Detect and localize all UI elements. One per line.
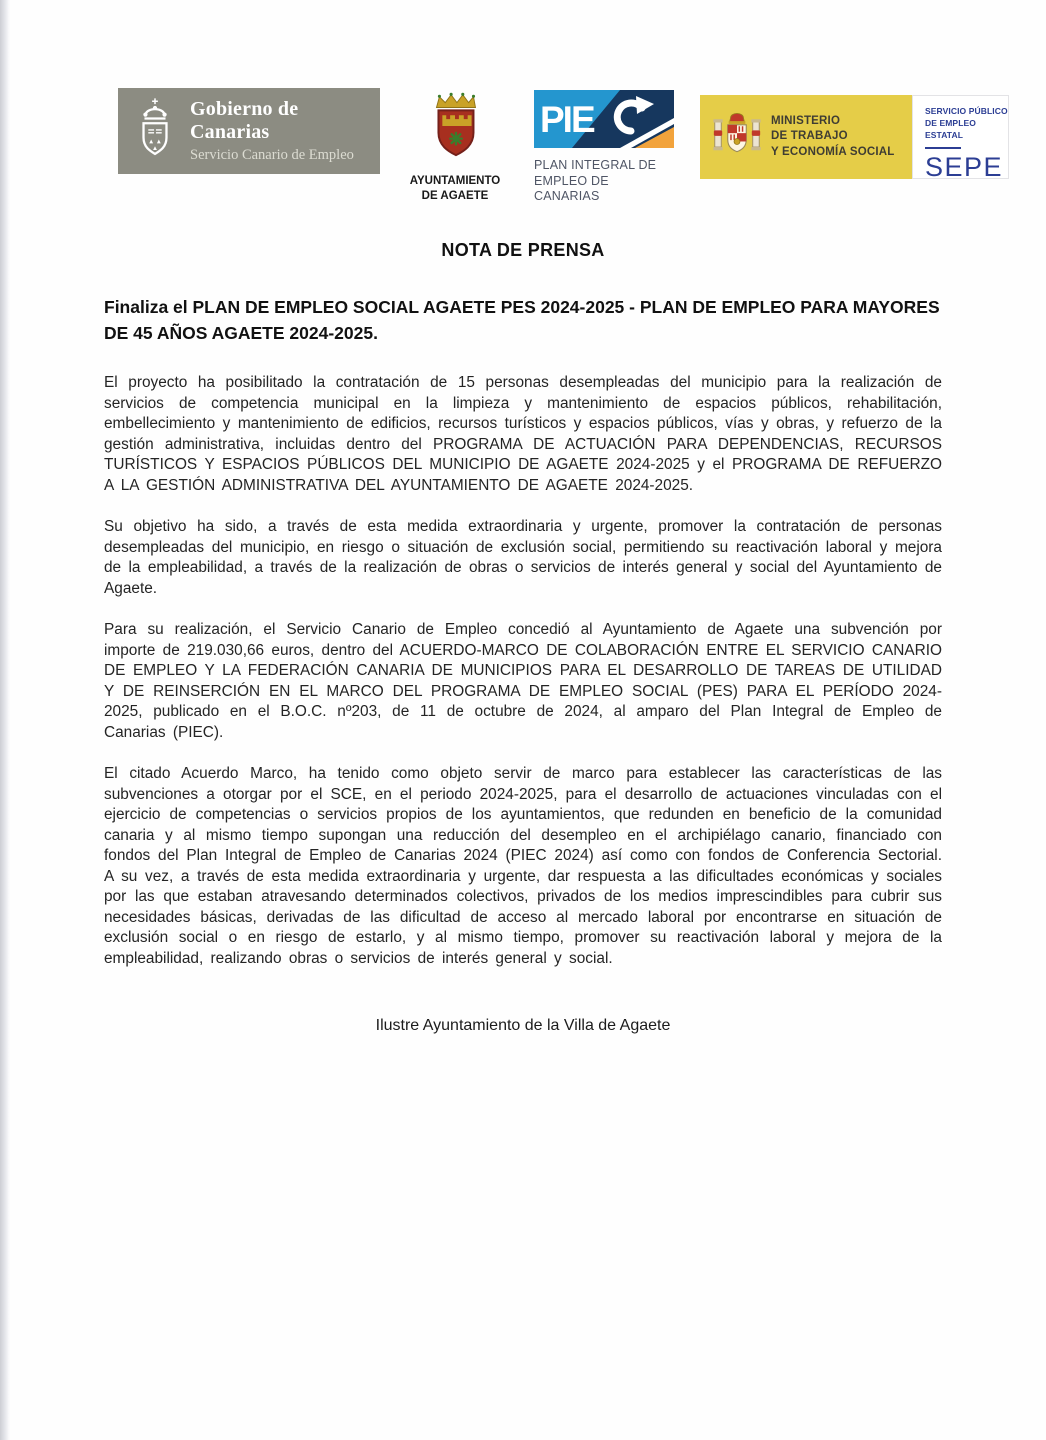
ministerio-name-line-1: MINISTERIO — [771, 114, 841, 127]
piec-caption-line-2: EMPLEO DE CANARIAS — [534, 173, 609, 204]
scanned-page-edge-shadow — [0, 0, 11, 1440]
piec-logo — [534, 90, 676, 205]
signature-line: Ilustre Ayuntamiento de la Villa de Agaete — [375, 1017, 671, 1034]
paragraph-1: El proyecto ha posibilitado la contratación de 15 personas desempleadas del municipio para la realización de servicios de competencia municipal en la limpieza y mantenimiento de espacios públicos, rehabilitación, embellecimiento y mantenimiento de edificios, recursos turísticos y espacios públicos, vías y obras, y refuerzo de la gestión administrativa, incluidas dentro del PROGRAMA DE ACTUACIÓN PARA DEPENDENCIAS, RECURSOS TURÍSTICOS Y ESPACIOS PÚBLICOS DEL MUNICIPIO DE AGAETE 2024-2025 y el PROGRAMA DE REFUERZO A LA GESTIÓN ADMINISTRATIVA DEL AYUNTAMIENTO DE AGAETE 2024-2025. — [104, 374, 942, 494]
spain-coat-of-arms-icon — [712, 104, 762, 171]
agaete-caption-line-1: AYUNTAMIENTO — [409, 175, 501, 187]
sepe-service-line-2: DE EMPLEO ESTATAL — [925, 117, 976, 140]
agaete-shield-icon — [423, 88, 487, 167]
gobierno-canarias-text — [190, 98, 380, 164]
paragraph-2: Su objetivo ha sido, a través de esta medida extraordinaria y urgente, promover la contratación de personas desempleadas del municipio, en riesgo o situación de exclusión social, permitiendo su reactivación laboral y mejora de la empleabilidad, a través de la realización de obras o servicios de interés general y social del Ayuntamiento de Agaete. — [104, 518, 942, 597]
ministerio-name — [771, 114, 895, 161]
sepe-divider — [925, 147, 961, 150]
piec-caption-line-1: PLAN INTEGRAL DE — [534, 158, 657, 172]
paragraph-3: Para su realización, el Servicio Canario de Empleo concedió al Ayuntamiento de Agaete una subvención por importe de 219.030,66 euros, dentro del ACUERDO-MARCO DE COLABORACIÓN ENTRE EL SERVICIO CANARIO DE EMPLEO Y LA FEDERACIÓN CANARIA DE MUNICIPIOS PARA EL DESARROLLO DE TAREAS DE UTILIDAD Y DE REINSERCIÓN EN EL MARCO DEL PROGRAMA DE EMPLEO SOCIAL (PES) PARA EL PERÍODO 2024-2025, publicado en el B.O.C. nº203, de 11 de octubre de 2024, al amparo del Plan Integral de Empleo de Canarias (PIEC). — [104, 621, 942, 741]
piec-logo-icon — [534, 99, 674, 152]
piec-acronym: PIE — [540, 99, 594, 140]
paragraph-4: El citado Acuerdo Marco, ha tenido como objeto servir de marco para establecer las características de las subvenciones a otorgar por el SCE, en el periodo 2024-2025, para el desarrollo de actuaciones vinculadas con el ejercicio de competencias o servicios propios de los ayuntamientos, que redunden en beneficio de la comunidad canaria y al mismo tiempo supongan una reducción del desempleo en el archipiélago canario, financiado con fondos del Plan Integral de Empleo de Canarias 2024 (PIEC 2024) así como con fondos de Conferencia Sectorial. A su vez, a través de esta medida extraordinaria y urgente, dar respuesta a las dificultades económicas y sociales por las que estaban atravesando determinados colectivos, privados de los medios imprescindibles para cubrir sus necesidades básicas, derivadas de las dificultad de acceso al mercado laboral por encontrarse en situación de exclusión social o en riesgo de estarlo, y al mismo tiempo, promover su reactivación laboral y mejora de la empleabilidad, realizando obras o servicios de interés general y social. — [104, 765, 942, 967]
press-release-body — [104, 240, 942, 1035]
press-release-headline: Finaliza el PLAN DE EMPLEO SOCIAL AGAETE PES 2024-2025 - PLAN DE EMPLEO PARA MAYORES DE 45 AÑOS AGAETE 2024-2025. — [104, 297, 940, 343]
ministerio-name-line-3: Y ECONOMÍA SOCIAL — [771, 145, 895, 158]
servicio-canario-empleo-subtitle: Servicio Canario de Empleo — [190, 147, 354, 163]
canarias-coat-of-arms-icon — [133, 96, 177, 167]
ministerio-name-line-2: DE TRABAJO — [771, 130, 848, 143]
ministerio-trabajo-logo — [700, 95, 912, 179]
agaete-caption — [410, 174, 501, 204]
agaete-logo — [402, 88, 508, 204]
ministerio-sepe-logo-group — [700, 95, 1009, 183]
gobierno-canarias-logo — [118, 88, 380, 174]
sepe-service-name — [925, 106, 1008, 142]
piec-caption — [534, 158, 676, 205]
agaete-caption-line-2: DE AGAETE — [421, 189, 489, 202]
sepe-acronym: SEPE — [925, 152, 1004, 183]
logo-header — [118, 88, 1009, 205]
sepe-service-line-1: SERVICIO PÚBLICO — [925, 106, 1008, 116]
gobierno-canarias-title: Gobierno de Canarias — [190, 98, 299, 143]
sepe-logo — [912, 95, 1009, 183]
press-release-title: NOTA DE PRENSA — [441, 240, 605, 260]
